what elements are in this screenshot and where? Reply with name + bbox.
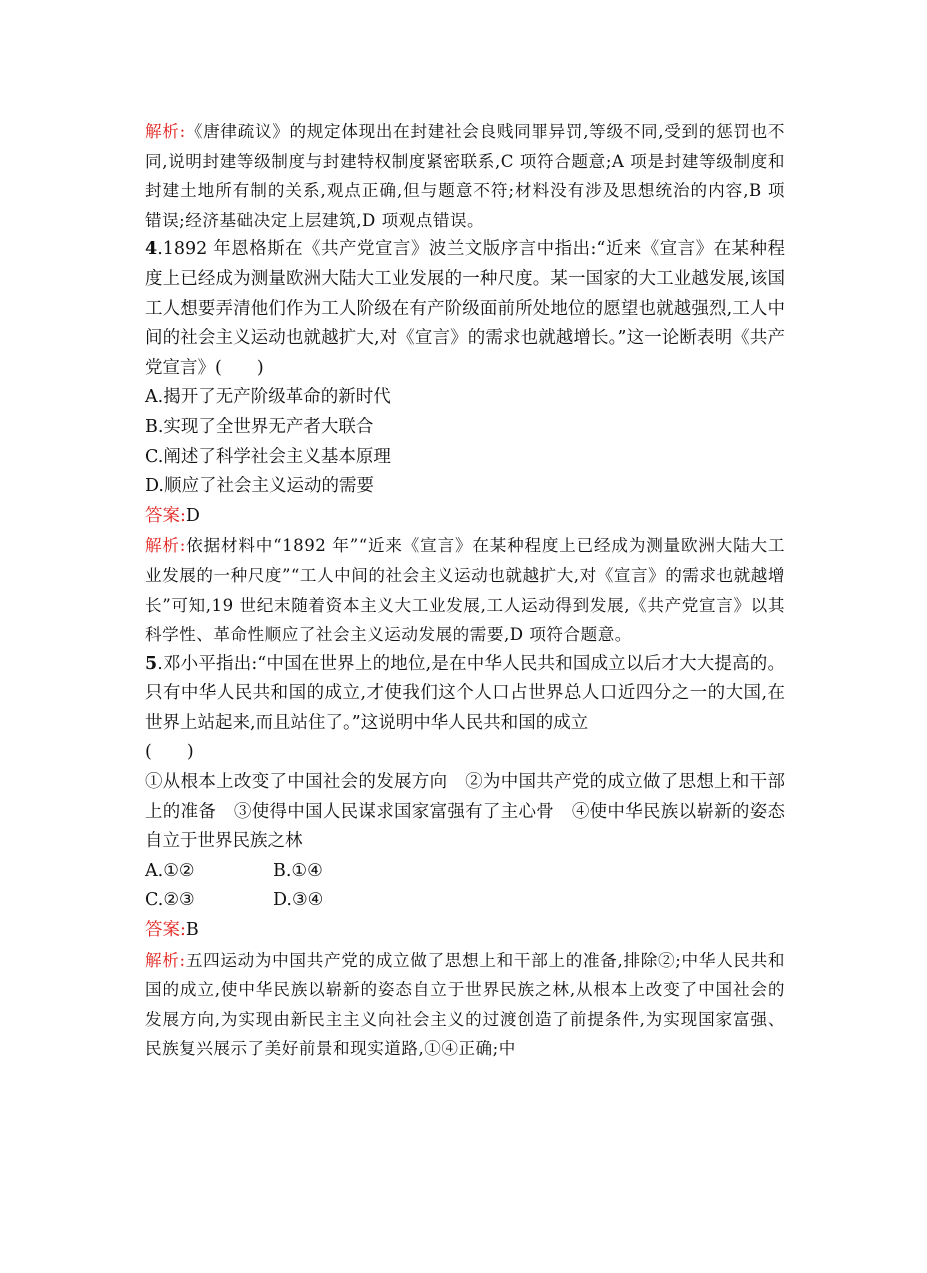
option-a: A.①② — [145, 860, 195, 881]
answer-label: 答案 — [145, 505, 180, 526]
analysis-colon: : — [179, 950, 186, 970]
option-b: B.实现了全世界无产者大联合 — [145, 416, 374, 437]
options-row-2 — [145, 886, 785, 916]
question-5-statements: ①从根本上改变了中国社会的发展方向 ②为中国共产党的成立做了思想上和干部上的准备 ③使得中国人民谋求国家富强有了主心骨 ④使中华民族以崭新的姿态自立于世界民族之林 — [145, 772, 785, 852]
question-5-stem — [145, 650, 785, 739]
answer-parentheses: ( ) — [145, 742, 194, 763]
answer-value: B — [185, 920, 199, 941]
options-row-1 — [145, 857, 785, 887]
analysis-text: 五四运动为中国共产党的成立做了思想上和干部上的准备,排除②;中华人民共和国的成立,使中华民族以崭新的姿态自立于世界民族之林,从根本上改变了中国社会的发展方向,为实现由新民主主义向社会主义的过渡创造了前提条件,为实现国家富强、民族复兴展示了美好前景和现实道路,①④正确;中 — [145, 950, 785, 1059]
analysis-block-3 — [145, 946, 785, 1064]
analysis-colon: : — [179, 122, 186, 141]
option-a: A.揭开了无产阶级革命的新时代 — [145, 387, 391, 408]
answer-colon: : — [180, 920, 186, 941]
question-number: 5 — [145, 653, 158, 674]
question-text: .邓小平指出:“中国在世界上的地位,是在中华人民共和国成立以后才大大提高的。只有中华人民共和国的成立,才使我们这个人口占世界总人口近四分之一的大国,在世界上站起来,而且站住了。”这说明中华人民共和国的成立 — [145, 653, 785, 733]
analysis-text: 《唐律疏议》的规定体现出在封建社会良贱同罪异罚,等级不同,受到的惩罚也不同,说明封建等级制度与封建特权制度紧密联系,C 项符合题意;A 项是封建等级制度和封建土地所有制的关系,观点正确,但与题意不符;材料没有涉及思想统治的内容,B 项错误;经济基础决定上层建筑,D 项观点错误。 — [145, 122, 785, 230]
answer-value: D — [185, 505, 200, 526]
analysis-block-1 — [145, 117, 785, 235]
analysis-block-2 — [145, 531, 785, 649]
answer-line — [145, 502, 785, 532]
analysis-label: 解析 — [145, 950, 180, 970]
answer-label: 答案 — [145, 920, 180, 941]
option-d: D.③④ — [273, 890, 324, 911]
question-4-stem — [145, 235, 785, 383]
document-page — [145, 117, 785, 1064]
analysis-text: 依据材料中“1892 年”“近来《宣言》在某种程度上已经成为测量欧洲大陆大工业发展的一种尺度”“工人中间的社会主义运动也就越扩大,对《宣言》的需求也就越增长”可知,19 世纪末随着资本主义大工业发展,工人运动得到发展,《共产党宣言》以其科学性、革命性顺应了社会主义运动发展的需要,D 项符合题意。 — [145, 536, 786, 645]
analysis-label: 解析 — [145, 122, 180, 141]
question-number: 4 — [145, 239, 158, 260]
analysis-label: 解析 — [145, 536, 180, 556]
option-b: B.①④ — [273, 860, 323, 881]
option-d: D.顺应了社会主义运动的需要 — [145, 476, 374, 497]
analysis-colon: : — [179, 536, 186, 556]
option-c: C.阐述了科学社会主义基本原理 — [145, 446, 391, 467]
option-c: C.②③ — [145, 890, 195, 911]
answer-line — [145, 916, 785, 946]
answer-colon: : — [180, 505, 186, 526]
question-text: .1892 年恩格斯在《共产党宣言》波兰文版序言中指出:“近来《宣言》在某种程度上已经成为测量欧洲大陆大工业发展的一种尺度。某一国家的大工业越发展,该国工人想要弄清他们作为工人阶级在有产阶级面前所处地位的愿望也就越强烈,工人中间的社会主义运动也就越扩大,对《宣言》的需求也就越增长。”这一论断表明《共产党宣言》( ) — [145, 239, 785, 378]
